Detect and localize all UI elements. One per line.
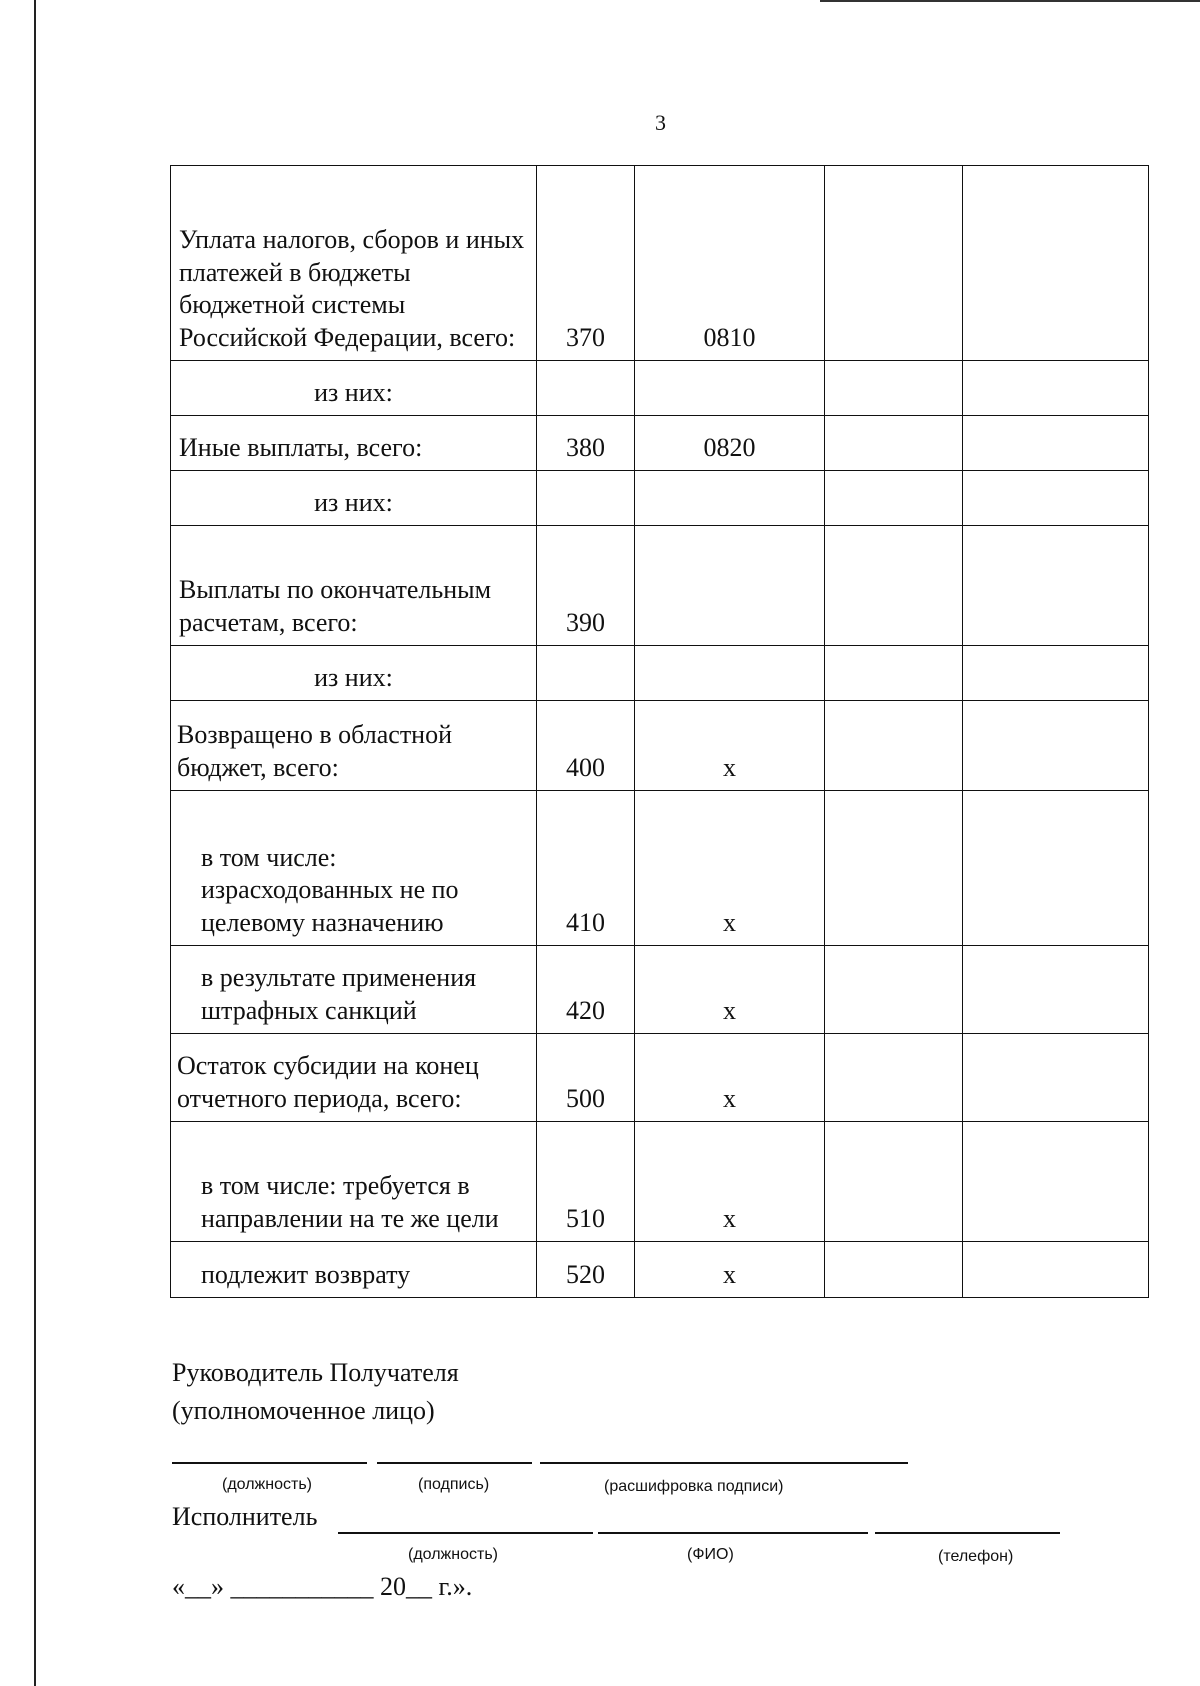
table-row [171, 646, 1149, 701]
row-empty-cell [825, 361, 963, 416]
decoding-signature-line [540, 1462, 908, 1464]
label-position2: (должность) [408, 1546, 498, 1563]
report-table [170, 165, 1149, 1298]
row-kosgu-cell: х [635, 1122, 825, 1242]
label-decoding: (расшифровка подписи) [604, 1478, 784, 1495]
executor-label: Исполнитель [172, 1502, 318, 1531]
label-signature: (подпись) [418, 1476, 490, 1493]
row-kosgu-cell: 0820 [635, 416, 825, 471]
row-empty-cell [825, 646, 963, 701]
row-empty-cell [963, 1122, 1149, 1242]
page-edge-left [34, 0, 36, 1686]
table-row [171, 471, 1149, 526]
row-empty-cell [825, 526, 963, 646]
row-name-cell: в том числе: израсходованных не по целевому назначению [171, 791, 537, 946]
table-row [171, 526, 1149, 646]
row-empty-cell [963, 471, 1149, 526]
row-code-cell [537, 361, 635, 416]
row-name-cell: Уплата налогов, сборов и иных платежей в бюджеты бюджетной системы Российской Федерации, всего: [171, 166, 537, 361]
row-kosgu-cell [635, 361, 825, 416]
head-title-line1: Руководитель Получателя [172, 1358, 459, 1387]
row-empty-cell [963, 701, 1149, 791]
row-empty-cell [963, 646, 1149, 701]
row-code-cell: 400 [537, 701, 635, 791]
table-row [171, 1122, 1149, 1242]
executor-position-line [338, 1532, 593, 1534]
table-row [171, 166, 1149, 361]
row-empty-cell [825, 791, 963, 946]
row-code-cell [537, 471, 635, 526]
date-line: «__» ___________ 20__ г.». [172, 1572, 473, 1601]
row-empty-cell [825, 471, 963, 526]
row-name-cell: в том числе: требуется в направлении на те же цели [171, 1122, 537, 1242]
page-number: 3 [655, 110, 666, 135]
row-name-cell: Возвращено в областной бюджет, всего: [171, 701, 537, 791]
executor-fio-line [598, 1532, 868, 1534]
row-kosgu-cell: х [635, 791, 825, 946]
label-phone: (телефон) [938, 1548, 1014, 1565]
table-row [171, 416, 1149, 471]
row-kosgu-cell: 0810 [635, 166, 825, 361]
row-name-cell: из них: [171, 646, 537, 701]
table-row [171, 361, 1149, 416]
row-code-cell: 370 [537, 166, 635, 361]
row-kosgu-cell: х [635, 1034, 825, 1122]
row-code-cell: 500 [537, 1034, 635, 1122]
row-empty-cell [825, 701, 963, 791]
row-empty-cell [825, 1034, 963, 1122]
row-empty-cell [963, 166, 1149, 361]
row-kosgu-cell [635, 646, 825, 701]
row-kosgu-cell [635, 471, 825, 526]
row-name-cell: из них: [171, 361, 537, 416]
page-edge-top [820, 0, 1200, 2]
row-code-cell: 390 [537, 526, 635, 646]
row-name-cell: подлежит возврату [171, 1242, 537, 1298]
row-empty-cell [963, 361, 1149, 416]
row-empty-cell [825, 166, 963, 361]
row-empty-cell [825, 946, 963, 1034]
row-empty-cell [825, 416, 963, 471]
row-code-cell: 380 [537, 416, 635, 471]
row-name-cell: из них: [171, 471, 537, 526]
row-empty-cell [825, 1242, 963, 1298]
row-kosgu-cell [635, 526, 825, 646]
table-row [171, 1034, 1149, 1122]
row-code-cell: 520 [537, 1242, 635, 1298]
row-code-cell: 410 [537, 791, 635, 946]
row-kosgu-cell: х [635, 1242, 825, 1298]
row-name-cell: Выплаты по окончательным расчетам, всего: [171, 526, 537, 646]
label-fio: (ФИО) [687, 1546, 734, 1563]
head-title-line2: (уполномоченное лицо) [172, 1396, 435, 1425]
row-empty-cell [963, 791, 1149, 946]
row-name-cell: в результате применения штрафных санкций [171, 946, 537, 1034]
row-kosgu-cell: х [635, 946, 825, 1034]
row-name-cell: Иные выплаты, всего: [171, 416, 537, 471]
row-code-cell: 510 [537, 1122, 635, 1242]
row-empty-cell [963, 946, 1149, 1034]
table-row [171, 1242, 1149, 1298]
report-table-body [171, 166, 1149, 1298]
signature-line [377, 1462, 532, 1464]
row-code-cell [537, 646, 635, 701]
row-empty-cell [963, 1242, 1149, 1298]
position-signature-line [172, 1462, 367, 1464]
row-name-cell: Остаток субсидии на конец отчетного периода, всего: [171, 1034, 537, 1122]
executor-phone-line [875, 1532, 1060, 1534]
label-position: (должность) [222, 1476, 312, 1493]
row-code-cell: 420 [537, 946, 635, 1034]
row-kosgu-cell: х [635, 701, 825, 791]
table-row [171, 701, 1149, 791]
row-empty-cell [963, 526, 1149, 646]
row-empty-cell [963, 1034, 1149, 1122]
table-row [171, 946, 1149, 1034]
row-empty-cell [963, 416, 1149, 471]
table-row [171, 791, 1149, 946]
row-empty-cell [825, 1122, 963, 1242]
